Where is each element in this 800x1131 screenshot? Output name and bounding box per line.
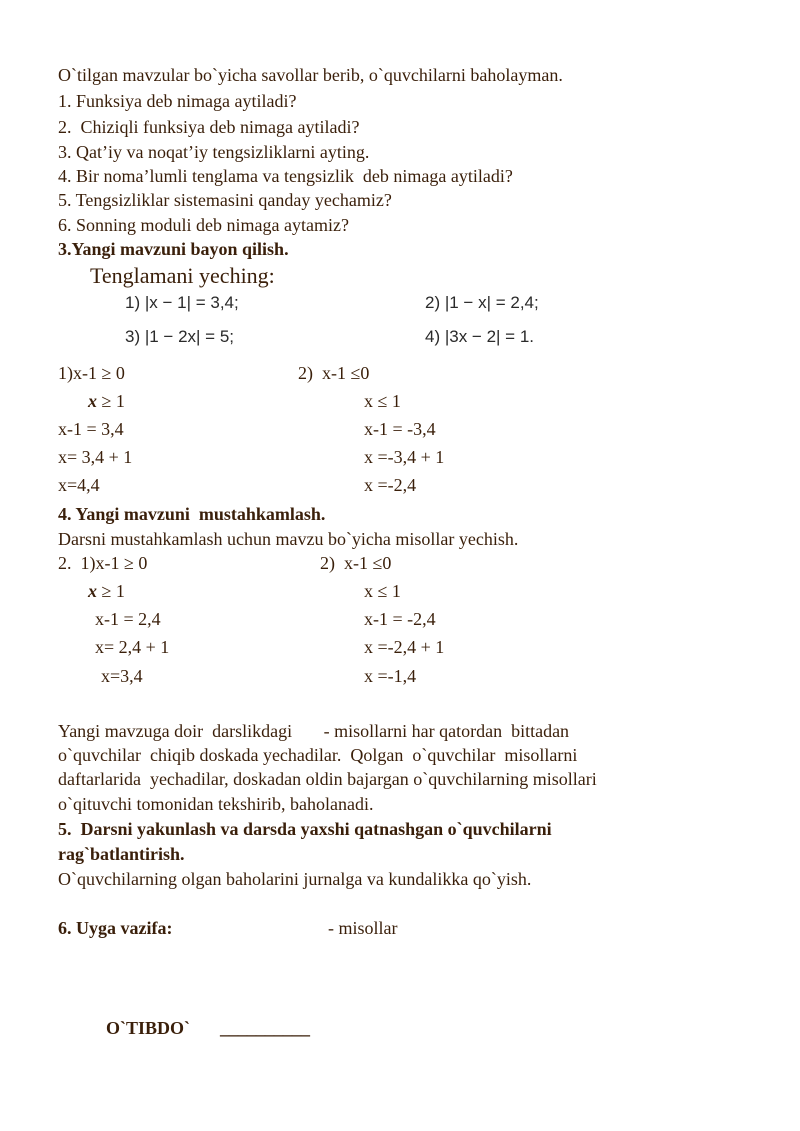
- s3-right-1: 2) x-1 ≤0: [298, 363, 370, 383]
- s4-left-3: x-1 = 2,4: [95, 609, 161, 629]
- s3-left-2-rest: ≥ 1: [101, 391, 125, 411]
- question-5: 5. Tengsizliklar sistemasini qanday yechamiz?: [58, 190, 392, 210]
- question-3: 3. Qat’iy va noqat’iy tengsizliklarni ayting.: [58, 142, 370, 162]
- section5-title-2: rag`batlantirish.: [58, 844, 185, 864]
- s4-right-4: x =-2,4 + 1: [364, 637, 445, 657]
- question-1: 1. Funksiya deb nimaga aytiladi?: [58, 91, 297, 111]
- section4-title: 4. Yangi mavzuni mustahkamlash.: [58, 504, 326, 524]
- s4-left-5: x=3,4: [101, 666, 143, 686]
- paragraph-line-4: o`qituvchi tomonidan tekshirib, baholanadi.: [58, 794, 374, 814]
- s3-right-4: x =-3,4 + 1: [364, 447, 445, 467]
- intro-line: O`tilgan mavzular bo`yicha savollar berib, o`quvchilarni baholayman.: [58, 65, 563, 85]
- section5-text: O`quvchilarning olgan baholarini jurnalga va kundalikka qo`yish.: [58, 869, 532, 889]
- section6-text: - misollar: [328, 918, 398, 938]
- s3-right-2: x ≤ 1: [364, 391, 401, 411]
- s3-left-5: x=4,4: [58, 475, 100, 495]
- s3-right-3: x-1 = -3,4: [364, 419, 436, 439]
- section3-title: 3.Yangi mavzuni bayon qilish.: [58, 239, 289, 259]
- equation-2: 2) |1 − x| = 2,4;: [425, 293, 539, 312]
- footer-label: O`TIBDO`: [106, 1018, 191, 1038]
- s3-left-2: [88, 390, 125, 412]
- s3-left-3: x-1 = 3,4: [58, 419, 124, 439]
- s3-right-5: x =-2,4: [364, 475, 417, 495]
- s4-right-1: 2) x-1 ≤0: [320, 553, 392, 573]
- s4-right-5: x =-1,4: [364, 666, 417, 686]
- section5-title-1: 5. Darsni yakunlash va darsda yaxshi qatnashgan o`quvchilarni: [58, 819, 552, 839]
- paragraph-line-2: o`quvchilar chiqib doskada yechadilar. Qolgan o`quvchilar misollarni: [58, 745, 578, 765]
- s4-left-2-var: x: [88, 581, 97, 601]
- s4-right-3: x-1 = -2,4: [364, 609, 436, 629]
- question-2: 2. Chiziqli funksiya deb nimaga aytiladi?: [58, 117, 360, 137]
- s4-left-4: x= 2,4 + 1: [95, 637, 170, 657]
- s4-left-2: [88, 580, 125, 602]
- s4-right-2: x ≤ 1: [364, 581, 401, 601]
- question-4: 4. Bir noma’lumli tenglama va tengsizlik deb nimaga aytiladi?: [58, 166, 513, 186]
- question-6: 6. Sonning moduli deb nimaga aytamiz?: [58, 215, 349, 235]
- s4-left-2-rest: ≥ 1: [101, 581, 125, 601]
- equation-3: 3) |1 − 2x| = 5;: [125, 327, 235, 346]
- footer-blank: __________: [220, 1018, 310, 1038]
- paragraph-line-1: Yangi mavzuga doir darslikdagi - misollarni har qatordan bittadan: [58, 721, 570, 741]
- s3-left-4: x= 3,4 + 1: [58, 447, 133, 467]
- section3-task: Tenglamani yeching:: [90, 263, 275, 288]
- paragraph-line-3: daftarlarida yechadilar, doskadan oldin bajargan o`quvchilarning misollari: [58, 769, 597, 789]
- section4-text: Darsni mustahkamlash uchun mavzu bo`yicha misollar yechish.: [58, 529, 519, 549]
- equation-4: 4) |3x − 2| = 1.: [425, 327, 535, 346]
- s3-left-1: 1)x-1 ≥ 0: [58, 363, 125, 383]
- s3-left-2-var: x: [88, 391, 97, 411]
- equation-1: 1) |x − 1| = 3,4;: [125, 293, 239, 312]
- section6-title: 6. Uyga vazifa:: [58, 918, 173, 938]
- s4-left-1: 2. 1)x-1 ≥ 0: [58, 553, 148, 573]
